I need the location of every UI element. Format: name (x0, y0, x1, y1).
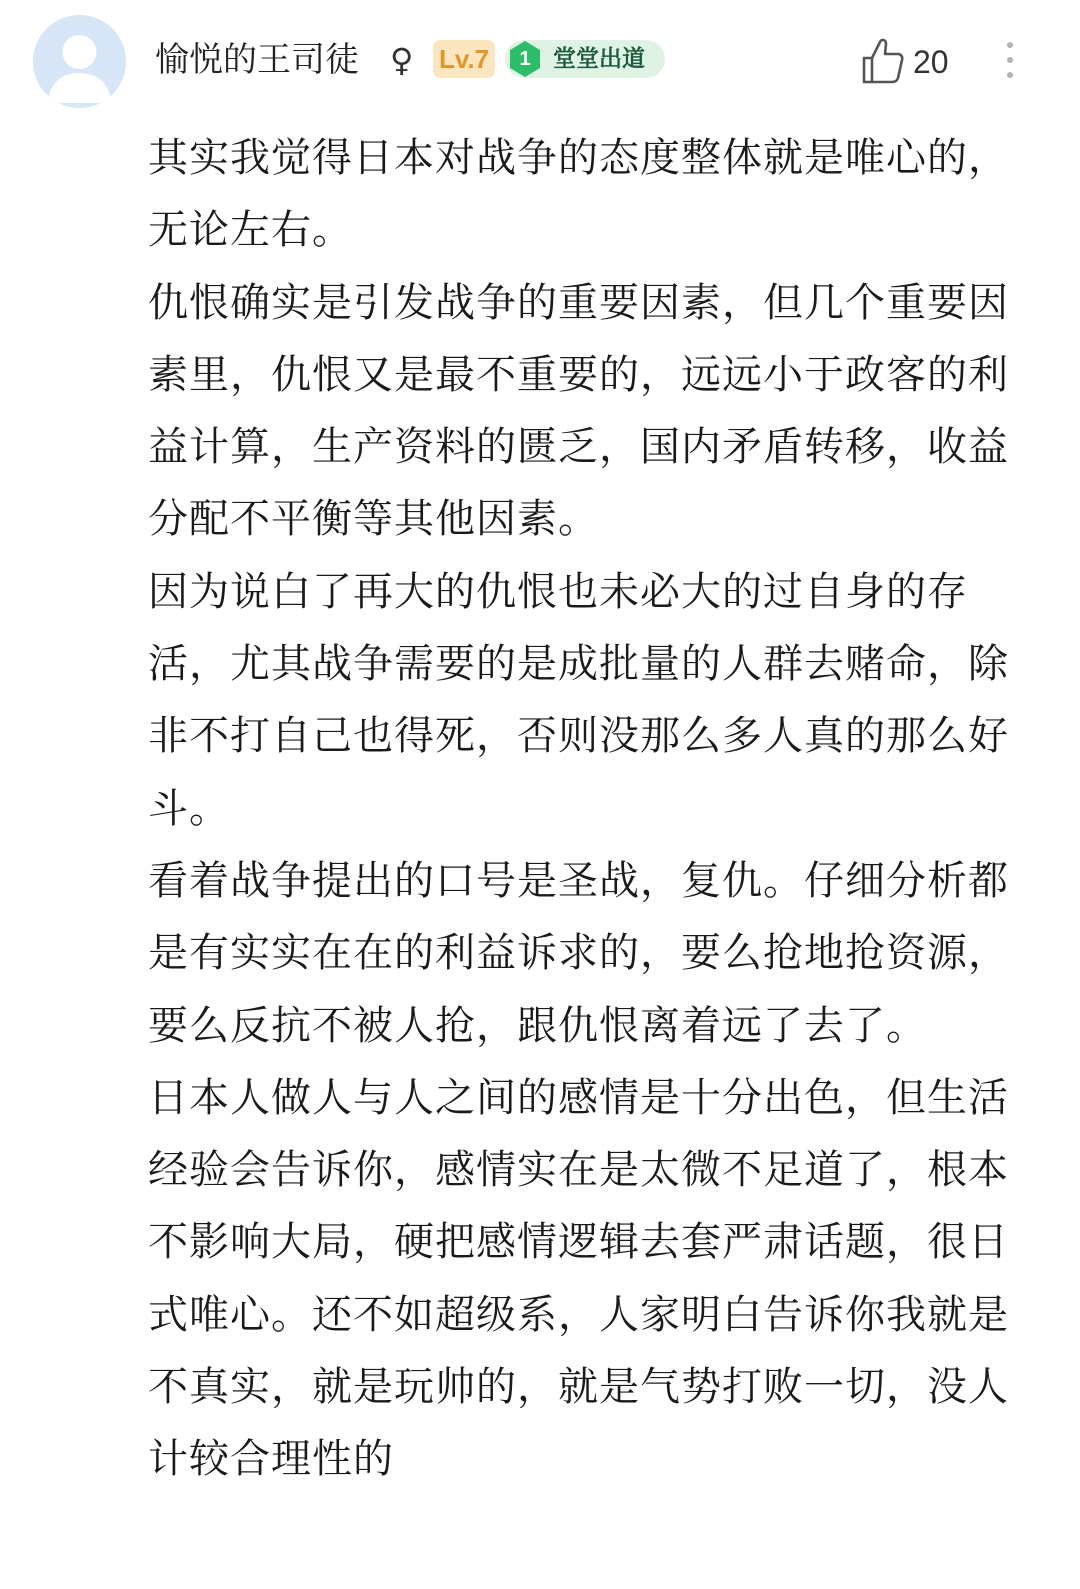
user-avatar[interactable] (33, 15, 126, 108)
comment-paragraph: 日本人做人与人之间的感情是十分出色，但生活经验会告诉你，感情实在是太微不足道了，根本不影响大局，硬把感情逻辑去套严肃话题，很日式唯心。还不如超级系，人家明白告诉你我就是不真实，就是玩帅的，就是气势打败一切，没人计较合理性的 (148, 1074, 1009, 1483)
comment-paragraph: 看着战争提出的口号是圣战，复仇。仔细分析都是有实实在在的利益诉求的，要么抢地抢资源，要么反抗不被人抢，跟仇恨离着远了去了。 (148, 857, 1009, 1049)
comment-paragraph: 其实我觉得日本对战争的态度整体就是唯心的，无论左右。 (148, 135, 1009, 254)
fan-medal-level: 1 (519, 48, 531, 70)
more-options-button[interactable] (995, 40, 1025, 82)
user-level-badge: Lv.7 (433, 40, 495, 78)
more-vertical-icon-dot (1007, 57, 1013, 63)
comment-body (148, 122, 1018, 1496)
fan-medal-level-icon (507, 40, 543, 78)
more-vertical-icon-dot (1007, 72, 1013, 78)
like-count: 20 (913, 44, 949, 80)
fan-medal-badge[interactable] (505, 40, 665, 78)
gender-female-icon: ♀ (390, 41, 414, 79)
comment-paragraph: 因为说白了再大的仇恨也未必大的过自身的存活，尤其战争需要的是成批量的人群去赌命，除非不打自己也得死，否则没那么多人真的那么好斗。 (148, 568, 1009, 832)
thumbs-up-icon (860, 36, 906, 86)
default-avatar-icon (33, 15, 126, 108)
more-vertical-icon-dot (1007, 42, 1013, 48)
username[interactable]: 愉悦的王司徒 (155, 40, 359, 80)
comment-paragraph: 仇恨确实是引发战争的重要因素，但几个重要因素里，仇恨又是最不重要的，远远小于政客的利益计算，生产资料的匮乏，国内矛盾转移，收益分配不平衡等其他因素。 (148, 279, 1009, 543)
fan-medal-name: 堂堂出道 (553, 46, 645, 72)
comment-header (0, 0, 1080, 120)
